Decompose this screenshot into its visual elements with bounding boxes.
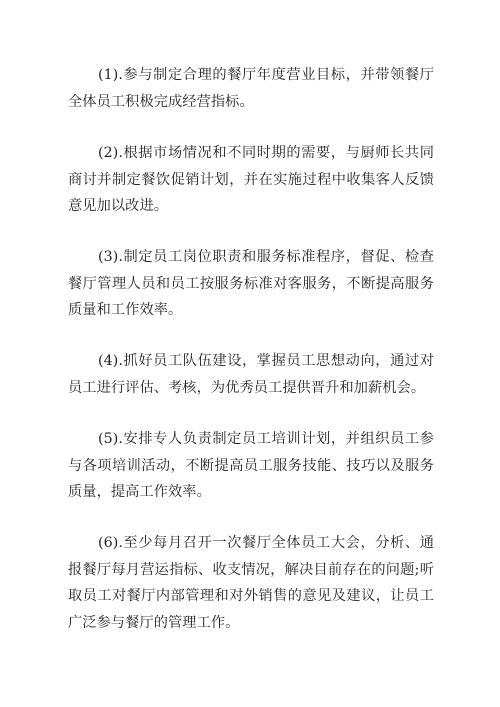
paragraph-3: (3).制定员工岗位职责和服务标准程序，督促、检查餐厅管理人员和员工按服务标准对客服务，不断提高服务质量和工作效率。 bbox=[68, 249, 434, 318]
paragraph-6: (6).至少每月召开一次餐厅全体员工大会，分析、通报餐厅每月营运指标、收支情况，解决目前存在的问题;听取员工对餐厅内部管理和对外销售的意见及建议，让员工广泛参与餐厅的管理工作。 bbox=[68, 535, 434, 631]
paragraph-1: (1).参与制定合理的餐厅年度营业目标，并带领餐厅全体员工积极完成经营指标。 bbox=[68, 67, 434, 110]
paragraph-4: (4).抓好员工队伍建设，掌握员工思想动向，通过对员工进行评估、考核，为优秀员工提供晋升和加薪机会。 bbox=[68, 353, 434, 396]
paragraph-5: (5).安排专人负责制定员工培训计划，并组织员工参与各项培训活动，不断提高员工服务技能、技巧以及服务质量，提高工作效率。 bbox=[68, 431, 434, 500]
paragraph-2: (2).根据市场情况和不同时期的需要，与厨师长共同商讨并制定餐饮促销计划，并在实施过程中收集客人反馈意见加以改进。 bbox=[68, 145, 434, 214]
